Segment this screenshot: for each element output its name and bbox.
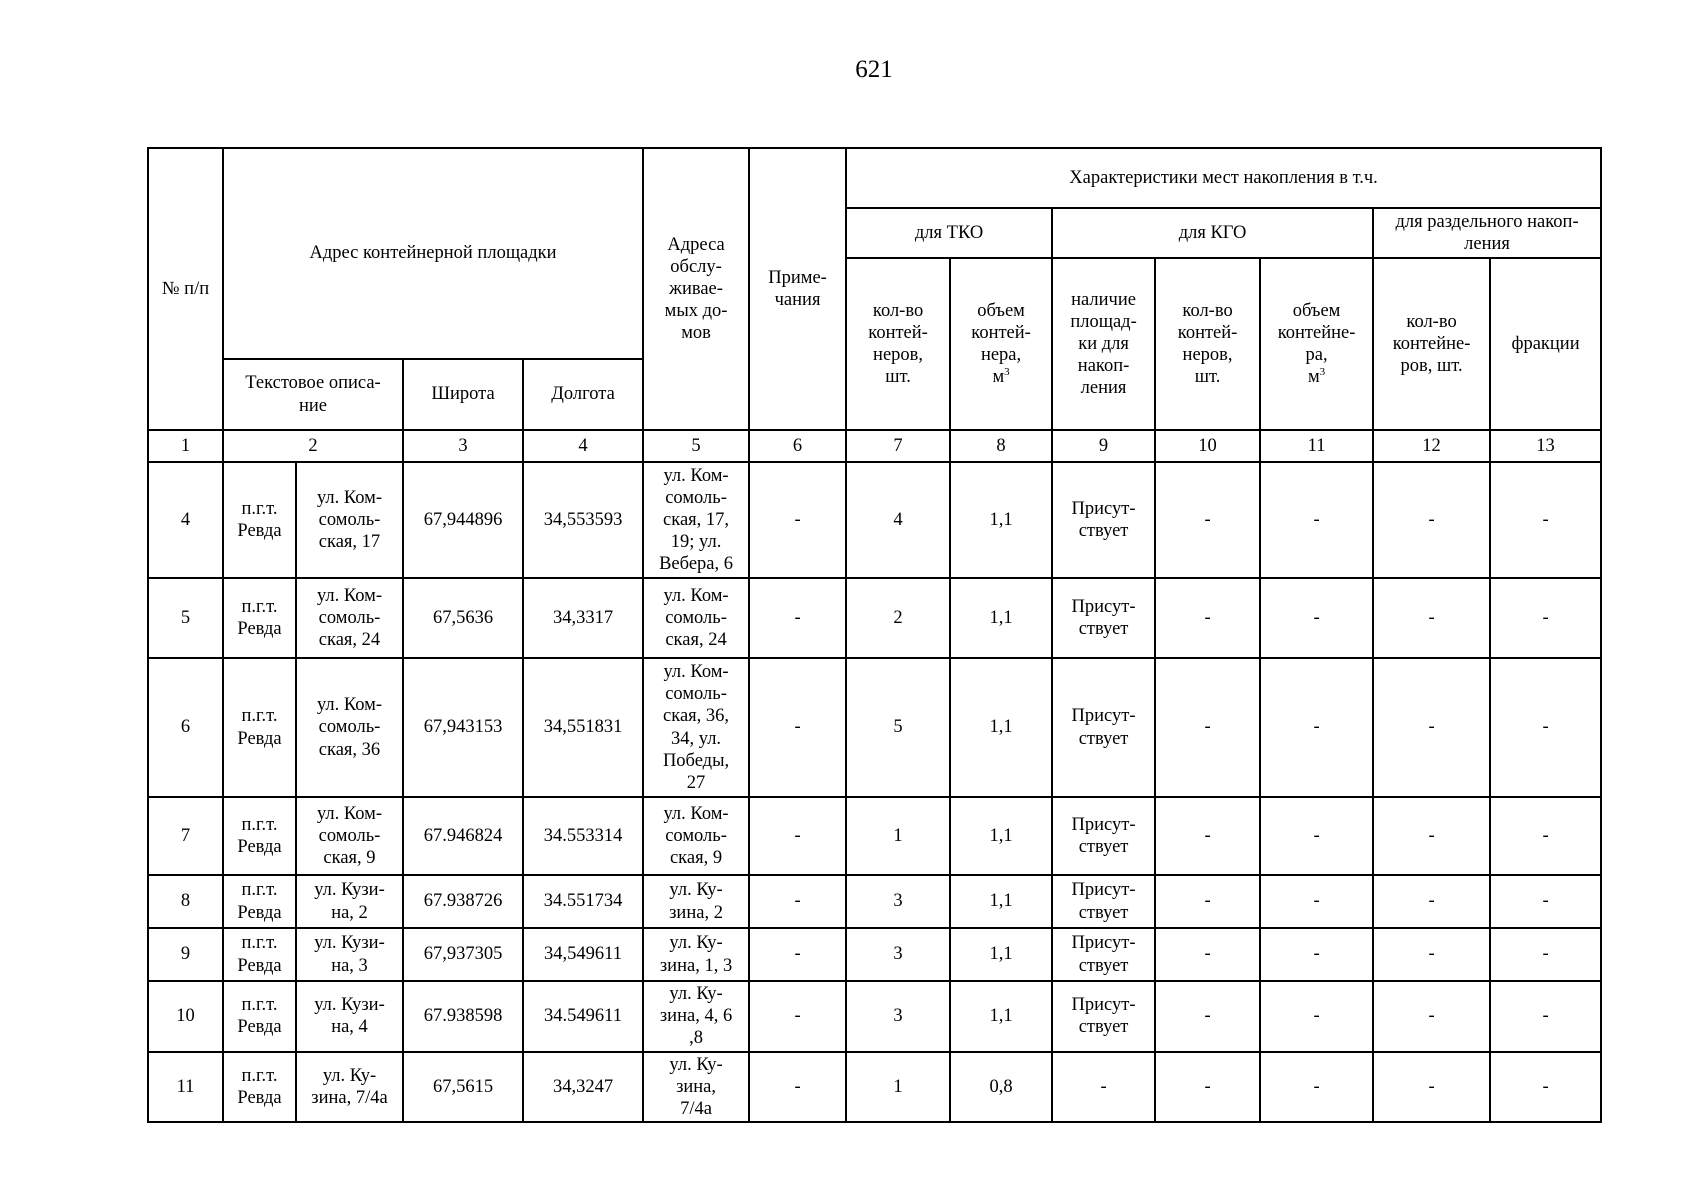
- sep-count-cell: -: [1373, 1052, 1490, 1123]
- table-row: [148, 797, 1601, 875]
- table-row: [148, 658, 1601, 797]
- kgo-site-cell: Присут- ствует: [1052, 462, 1155, 578]
- longitude-cell: 34,551831: [523, 658, 643, 797]
- notes-cell: -: [749, 1052, 846, 1123]
- notes-cell: -: [749, 658, 846, 797]
- locality-cell: п.г.т. Ревда: [223, 1052, 296, 1123]
- header-kgo-volume: [1260, 258, 1373, 430]
- column-number: 5: [643, 430, 749, 462]
- longitude-cell: 34.549611: [523, 981, 643, 1052]
- latitude-cell: 67.938726: [403, 875, 523, 928]
- tko-volume-cell: 1,1: [950, 578, 1052, 658]
- street-description-cell: ул. Ком- сомоль- ская, 17: [296, 462, 403, 578]
- kgo-count-cell: -: [1155, 981, 1260, 1052]
- sep-count-cell: -: [1373, 578, 1490, 658]
- served-addresses-cell: ул. Ку- зина, 4, 6 ,8: [643, 981, 749, 1052]
- row-number-cell: 11: [148, 1052, 223, 1123]
- latitude-cell: 67.938598: [403, 981, 523, 1052]
- column-number: 6: [749, 430, 846, 462]
- column-number: 4: [523, 430, 643, 462]
- longitude-cell: 34,549611: [523, 928, 643, 981]
- longitude-cell: 34,3317: [523, 578, 643, 658]
- notes-cell: -: [749, 462, 846, 578]
- tko-count-cell: 4: [846, 462, 950, 578]
- table-row: [148, 578, 1601, 658]
- sep-fractions-cell: -: [1490, 1052, 1601, 1123]
- header-tko-count: кол-во контей- неров, шт.: [846, 258, 950, 430]
- kgo-volume-cell: -: [1260, 462, 1373, 578]
- table-row: [148, 981, 1601, 1052]
- locality-cell: п.г.т. Ревда: [223, 981, 296, 1052]
- tko-volume-cell: 1,1: [950, 981, 1052, 1052]
- sep-fractions-cell: -: [1490, 658, 1601, 797]
- sep-fractions-cell: -: [1490, 797, 1601, 875]
- kgo-site-cell: -: [1052, 1052, 1155, 1123]
- served-addresses-cell: ул. Ком- сомоль- ская, 24: [643, 578, 749, 658]
- header-latitude: Широта: [403, 359, 523, 430]
- header-sep-fractions: фракции: [1490, 258, 1601, 430]
- street-description-cell: ул. Ком- сомоль- ская, 36: [296, 658, 403, 797]
- served-addresses-cell: ул. Ку- зина, 7/4а: [643, 1052, 749, 1123]
- kgo-site-cell: Присут- ствует: [1052, 658, 1155, 797]
- kgo-volume-cell: -: [1260, 578, 1373, 658]
- row-number-cell: 10: [148, 981, 223, 1052]
- kgo-site-cell: Присут- ствует: [1052, 981, 1155, 1052]
- longitude-cell: 34,553593: [523, 462, 643, 578]
- kgo-volume-cell: -: [1260, 797, 1373, 875]
- kgo-site-cell: Присут- ствует: [1052, 797, 1155, 875]
- street-description-cell: ул. Кузи- на, 2: [296, 875, 403, 928]
- header-kgo-site: наличие площад- ки для накоп- ления: [1052, 258, 1155, 430]
- table-row: [148, 875, 1601, 928]
- kgo-site-cell: Присут- ствует: [1052, 578, 1155, 658]
- table-row: [148, 462, 1601, 578]
- tko-volume-cell: 1,1: [950, 928, 1052, 981]
- latitude-cell: 67,937305: [403, 928, 523, 981]
- header-num: № п/п: [148, 148, 223, 430]
- header-served-addresses: Адреса обслу- живае- мых до- мов: [643, 148, 749, 430]
- sep-count-cell: -: [1373, 928, 1490, 981]
- latitude-cell: 67,943153: [403, 658, 523, 797]
- tko-count-cell: 3: [846, 928, 950, 981]
- locality-cell: п.г.т. Ревда: [223, 462, 296, 578]
- tko-count-cell: 1: [846, 797, 950, 875]
- kgo-volume-cell: -: [1260, 875, 1373, 928]
- row-number-cell: 5: [148, 578, 223, 658]
- tko-volume-cell: 1,1: [950, 797, 1052, 875]
- header-tko-volume-text: объем контей- нера, м: [971, 300, 1031, 388]
- header-separate: для раздельного накоп- ления: [1373, 208, 1601, 258]
- column-number: 1: [148, 430, 223, 462]
- column-number: 13: [1490, 430, 1601, 462]
- latitude-cell: 67,5636: [403, 578, 523, 658]
- tko-volume-cell: 1,1: [950, 875, 1052, 928]
- header-text-description: Текстовое описа- ние: [223, 359, 403, 430]
- notes-cell: -: [749, 928, 846, 981]
- header-sep-count: кол-во контейне- ров, шт.: [1373, 258, 1490, 430]
- longitude-cell: 34.551734: [523, 875, 643, 928]
- locality-cell: п.г.т. Ревда: [223, 658, 296, 797]
- kgo-count-cell: -: [1155, 578, 1260, 658]
- header-kgo: для КГО: [1052, 208, 1373, 258]
- street-description-cell: ул. Ком- сомоль- ская, 24: [296, 578, 403, 658]
- served-addresses-cell: ул. Ком- сомоль- ская, 9: [643, 797, 749, 875]
- sep-count-cell: -: [1373, 462, 1490, 578]
- latitude-cell: 67.946824: [403, 797, 523, 875]
- row-number-cell: 8: [148, 875, 223, 928]
- notes-cell: -: [749, 875, 846, 928]
- kgo-count-cell: -: [1155, 875, 1260, 928]
- table-row: [148, 928, 1601, 981]
- street-description-cell: ул. Ку- зина, 7/4а: [296, 1052, 403, 1123]
- sep-count-cell: -: [1373, 981, 1490, 1052]
- tko-volume-cell: 0,8: [950, 1052, 1052, 1123]
- header-kgo-count: кол-во контей- неров, шт.: [1155, 258, 1260, 430]
- kgo-count-cell: -: [1155, 462, 1260, 578]
- row-number-cell: 4: [148, 462, 223, 578]
- kgo-count-cell: -: [1155, 928, 1260, 981]
- notes-cell: -: [749, 981, 846, 1052]
- tko-volume-cell: 1,1: [950, 462, 1052, 578]
- kgo-count-cell: -: [1155, 797, 1260, 875]
- longitude-cell: 34,3247: [523, 1052, 643, 1123]
- street-description-cell: ул. Кузи- на, 3: [296, 928, 403, 981]
- kgo-volume-cell: -: [1260, 981, 1373, 1052]
- header-tko: для ТКО: [846, 208, 1052, 258]
- notes-cell: -: [749, 797, 846, 875]
- header-tko-volume: [950, 258, 1052, 430]
- kgo-count-cell: -: [1155, 658, 1260, 797]
- header-longitude: Долгота: [523, 359, 643, 430]
- kgo-site-cell: Присут- ствует: [1052, 928, 1155, 981]
- row-number-cell: 6: [148, 658, 223, 797]
- locality-cell: п.г.т. Ревда: [223, 928, 296, 981]
- sep-fractions-cell: -: [1490, 981, 1601, 1052]
- tko-count-cell: 1: [846, 1052, 950, 1123]
- row-number-cell: 7: [148, 797, 223, 875]
- served-addresses-cell: ул. Ку- зина, 1, 3: [643, 928, 749, 981]
- container-sites-table: [147, 147, 1602, 1123]
- column-number: 12: [1373, 430, 1490, 462]
- sep-fractions-cell: -: [1490, 875, 1601, 928]
- sep-fractions-cell: -: [1490, 462, 1601, 578]
- kgo-volume-cell: -: [1260, 658, 1373, 797]
- latitude-cell: 67,944896: [403, 462, 523, 578]
- header-tko-volume-sup: 3: [1004, 366, 1010, 379]
- column-number: 10: [1155, 430, 1260, 462]
- locality-cell: п.г.т. Ревда: [223, 578, 296, 658]
- tko-volume-cell: 1,1: [950, 658, 1052, 797]
- header-notes: Приме- чания: [749, 148, 846, 430]
- sep-count-cell: -: [1373, 797, 1490, 875]
- kgo-volume-cell: -: [1260, 1052, 1373, 1123]
- street-description-cell: ул. Кузи- на, 4: [296, 981, 403, 1052]
- latitude-cell: 67,5615: [403, 1052, 523, 1123]
- column-number: 2: [223, 430, 403, 462]
- street-description-cell: ул. Ком- сомоль- ская, 9: [296, 797, 403, 875]
- header-kgo-volume-sup: 3: [1319, 366, 1326, 379]
- header-address: Адрес контейнерной площадки: [223, 148, 643, 359]
- page-number: 621: [855, 56, 893, 83]
- kgo-site-cell: Присут- ствует: [1052, 875, 1155, 928]
- column-number: 7: [846, 430, 950, 462]
- column-number: 11: [1260, 430, 1373, 462]
- sep-fractions-cell: -: [1490, 578, 1601, 658]
- header-characteristics: Характеристики мест накопления в т.ч.: [846, 148, 1601, 208]
- tko-count-cell: 2: [846, 578, 950, 658]
- column-number: 3: [403, 430, 523, 462]
- header-kgo-volume-text: объем контейне- ра, м: [1277, 300, 1356, 388]
- served-addresses-cell: ул. Ком- сомоль- ская, 36, 34, ул. Победы, 27: [643, 658, 749, 797]
- column-number: 8: [950, 430, 1052, 462]
- served-addresses-cell: ул. Ку- зина, 2: [643, 875, 749, 928]
- sep-count-cell: -: [1373, 875, 1490, 928]
- served-addresses-cell: ул. Ком- сомоль- ская, 17, 19; ул. Вебера, 6: [643, 462, 749, 578]
- kgo-count-cell: -: [1155, 1052, 1260, 1123]
- row-number-cell: 9: [148, 928, 223, 981]
- notes-cell: -: [749, 578, 846, 658]
- sep-count-cell: -: [1373, 658, 1490, 797]
- locality-cell: п.г.т. Ревда: [223, 875, 296, 928]
- column-number: 9: [1052, 430, 1155, 462]
- tko-count-cell: 3: [846, 981, 950, 1052]
- table-row: [148, 1052, 1601, 1123]
- column-number-row: [148, 430, 1601, 462]
- longitude-cell: 34.553314: [523, 797, 643, 875]
- tko-count-cell: 3: [846, 875, 950, 928]
- locality-cell: п.г.т. Ревда: [223, 797, 296, 875]
- kgo-volume-cell: -: [1260, 928, 1373, 981]
- tko-count-cell: 5: [846, 658, 950, 797]
- sep-fractions-cell: -: [1490, 928, 1601, 981]
